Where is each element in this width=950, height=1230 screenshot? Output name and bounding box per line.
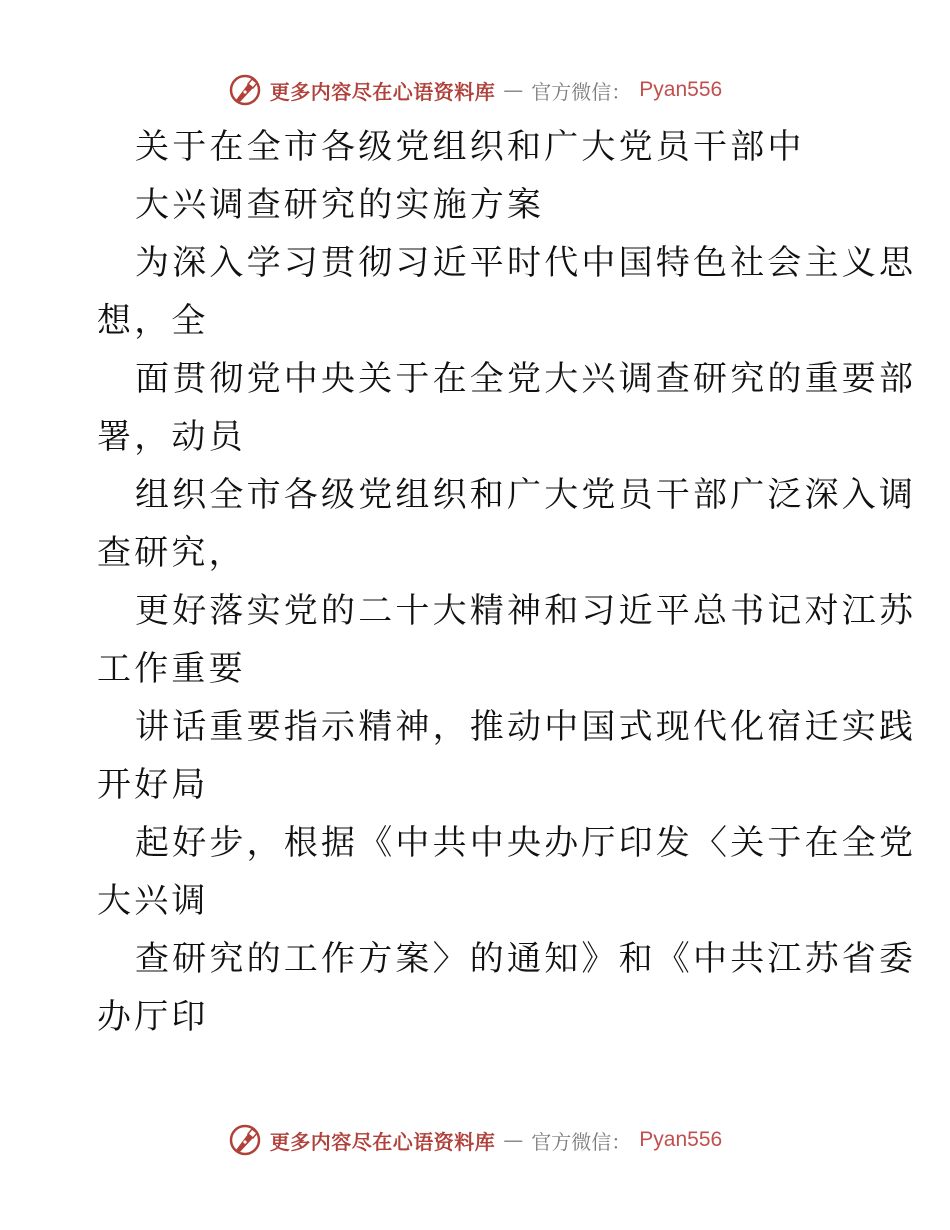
doc-paragraph-line: 工作重要 bbox=[97, 649, 246, 689]
doc-paragraph-line: 更好落实党的二十大精神和习近平总书记对江苏 bbox=[135, 591, 917, 631]
doc-paragraph-line: 大兴调 bbox=[97, 881, 209, 921]
pen-nib-logo-icon bbox=[228, 1123, 262, 1157]
doc-paragraph-line: 起好步，根据《中共中央办厅印发〈关于在全党 bbox=[135, 823, 917, 863]
banner-contact-label: 官方微信： bbox=[531, 79, 632, 104]
pen-nib-logo-icon bbox=[228, 73, 262, 107]
banner-brand-text: 更多内容尽在心语资料库 bbox=[269, 1129, 496, 1154]
banner-separator: — bbox=[503, 1128, 524, 1152]
doc-paragraph-line: 为深入学习贯彻习近平时代中国特色社会主义思 bbox=[135, 243, 917, 283]
doc-paragraph-line: 办厅印 bbox=[97, 997, 209, 1037]
header-banner bbox=[0, 70, 950, 110]
doc-paragraph-line: 讲话重要指示精神，推动中国式现代化宿迁实践 bbox=[135, 707, 917, 747]
banner-contact-label: 官方微信： bbox=[531, 1129, 632, 1154]
doc-paragraph-line: 想，全 bbox=[97, 301, 209, 341]
banner-brand-text: 更多内容尽在心语资料库 bbox=[269, 79, 496, 104]
doc-title-line-1: 关于在全市各级党组织和广大党员干部中 bbox=[135, 127, 805, 167]
doc-paragraph-line: 开好局 bbox=[97, 765, 209, 805]
doc-paragraph-line: 查研究的工作方案〉的通知》和《中共江苏省委 bbox=[135, 939, 917, 979]
banner-separator: — bbox=[503, 78, 524, 102]
doc-paragraph-line: 查研究， bbox=[97, 533, 246, 573]
banner-contact-id: Pyan556 bbox=[639, 1128, 723, 1151]
doc-paragraph-line: 组织全市各级党组织和广大党员干部广泛深入调 bbox=[135, 475, 917, 515]
banner-contact-id: Pyan556 bbox=[639, 78, 723, 101]
doc-title-line-2: 大兴调查研究的实施方案 bbox=[135, 185, 545, 225]
doc-paragraph-line: 署，动员 bbox=[97, 417, 246, 457]
doc-paragraph-line: 面贯彻党中央关于在全党大兴调查研究的重要部 bbox=[135, 359, 917, 399]
footer-banner bbox=[0, 1120, 950, 1160]
